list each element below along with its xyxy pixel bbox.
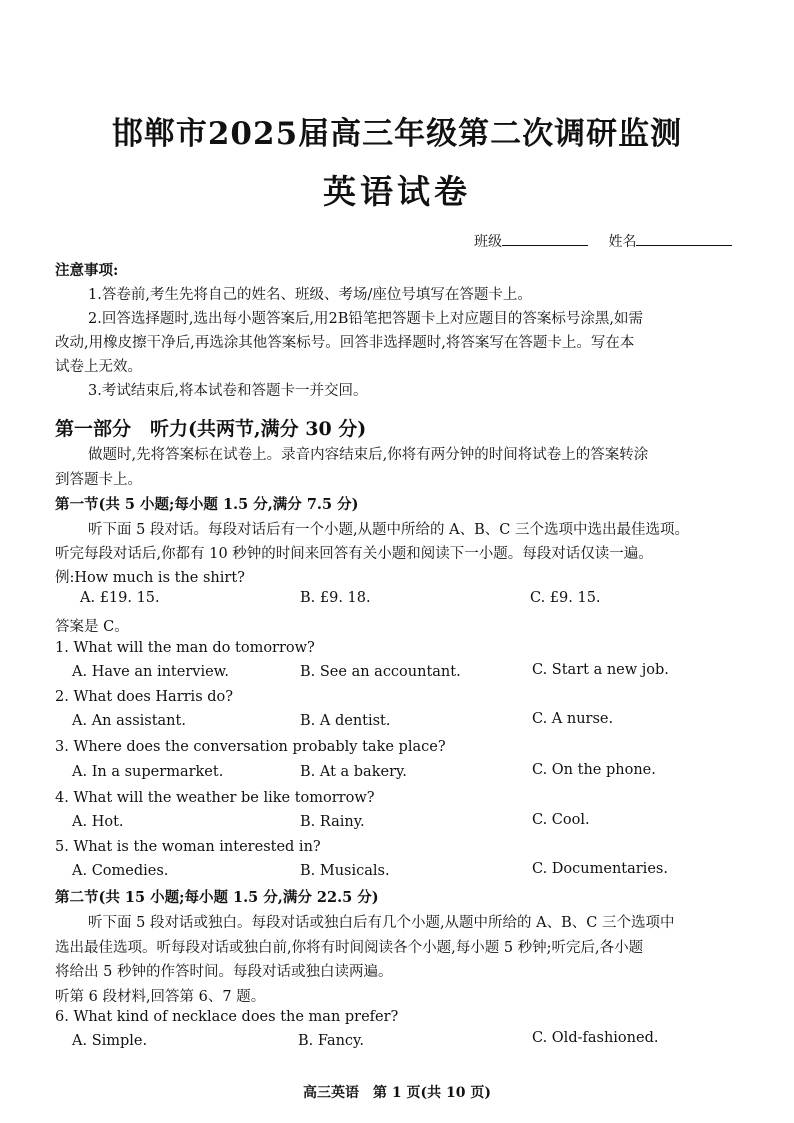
material-6-instruction: 听第 6 段材料,回答第 6、7 题。 [55, 989, 266, 1005]
question-5-option-a: A. Comedies. [72, 863, 169, 879]
example-option-b: B. £9. 18. [300, 590, 371, 606]
name-blank[interactable] [636, 233, 732, 246]
question-3-option-a: A. In a supermarket. [72, 764, 224, 780]
question-1-option-b: B. See an accountant. [300, 664, 461, 680]
name-label: 姓名 [608, 234, 637, 250]
question-5-option-c: C. Documentaries. [532, 861, 668, 877]
notice-item-2-line1: 2.回答选择题时,选出每小题答案后,用2B铅笔把答题卡上对应题目的答案标号涂黑,如需 [88, 311, 644, 327]
section2-instructions-line2: 选出最佳选项。听每段对话或独白前,你将有时间阅读各个小题,每小题 5 秒钟;听完后,各小题 [55, 940, 644, 956]
question-5-option-b: B. Musicals. [300, 863, 390, 879]
question-2: 2. What does Harris do? [55, 689, 234, 705]
question-3: 3. Where does the conversation probably take place? [55, 739, 446, 755]
exam-subtitle: 英语试卷 [323, 172, 471, 211]
question-4: 4. What will the weather be like tomorrow? [55, 790, 375, 806]
question-2-option-c: C. A nurse. [532, 711, 614, 727]
question-4-option-a: A. Hot. [72, 814, 124, 830]
question-6-option-a: A. Simple. [72, 1033, 148, 1049]
notice-item-2-line3: 试卷上无效。 [55, 359, 142, 375]
class-blank[interactable] [502, 233, 588, 246]
question-6: 6. What kind of necklace does the man prefer? [55, 1009, 399, 1025]
section1-heading: 第一节(共 5 小题;每小题 1.5 分,满分 7.5 分) [55, 496, 359, 513]
notice-heading: 注意事项: [55, 262, 119, 279]
part1-heading: 第一部分 听力(共两节,满分 30 分) [55, 418, 367, 440]
question-2-option-b: B. A dentist. [300, 713, 391, 729]
part1-instructions-line2: 到答题卡上。 [55, 472, 142, 488]
example-answer: 答案是 C。 [55, 619, 129, 635]
section2-heading: 第二节(共 15 小题;每小题 1.5 分,满分 22.5 分) [55, 889, 379, 906]
class-label: 班级 [474, 234, 502, 250]
part1-instructions-line1: 做题时,先将答案标在试卷上。录音内容结束后,你将有两分钟的时间将试卷上的答案转涂 [88, 447, 649, 463]
question-3-option-c: C. On the phone. [532, 762, 656, 778]
question-1: 1. What will the man do tomorrow? [55, 640, 315, 656]
question-5: 5. What is the woman interested in? [55, 839, 321, 855]
question-2-option-a: A. An assistant. [72, 713, 186, 729]
student-info-fields [474, 231, 732, 251]
section1-instructions-line1: 听下面 5 段对话。每段对话后有一个小题,从题中所给的 A、B、C 三个选项中选出最佳选项。 [88, 522, 689, 538]
section2-instructions-line3: 将给出 5 秒钟的作答时间。每段对话或独白读两遍。 [55, 964, 393, 980]
notice-item-3: 3.考试结束后,将本试卷和答题卡一并交回。 [88, 383, 368, 399]
question-1-option-c: C. Start a new job. [532, 662, 669, 678]
notice-item-2-line2: 改动,用橡皮擦干净后,再选涂其他答案标号。回答非选择题时,将答案写在答题卡上。写在本 [55, 335, 635, 351]
example-option-a: A. £19. 15. [80, 590, 160, 606]
question-4-option-c: C. Cool. [532, 812, 590, 828]
notice-item-1: 1.答卷前,考生先将自己的姓名、班级、考场/座位号填写在答题卡上。 [88, 287, 532, 303]
example-question: 例:How much is the shirt? [55, 570, 245, 586]
section2-instructions-line1: 听下面 5 段对话或独白。每段对话或独白后有几个小题,从题中所给的 A、B、C 三个选项中 [88, 915, 675, 931]
page-footer: 高三英语 第 1 页(共 10 页) [303, 1085, 491, 1101]
question-4-option-b: B. Rainy. [300, 814, 365, 830]
question-1-option-a: A. Have an interview. [72, 664, 229, 680]
question-3-option-b: B. At a bakery. [300, 764, 407, 780]
section1-instructions-line2: 听完每段对话后,你都有 10 秒钟的时间来回答有关小题和阅读下一小题。每段对话仅读一遍。 [55, 546, 653, 562]
exam-title: 邯郸市2025届高三年级第二次调研监测 [111, 116, 683, 152]
example-option-c: C. £9. 15. [530, 590, 601, 606]
question-6-option-b: B. Fancy. [298, 1033, 364, 1049]
question-6-option-c: C. Old-fashioned. [532, 1030, 659, 1046]
